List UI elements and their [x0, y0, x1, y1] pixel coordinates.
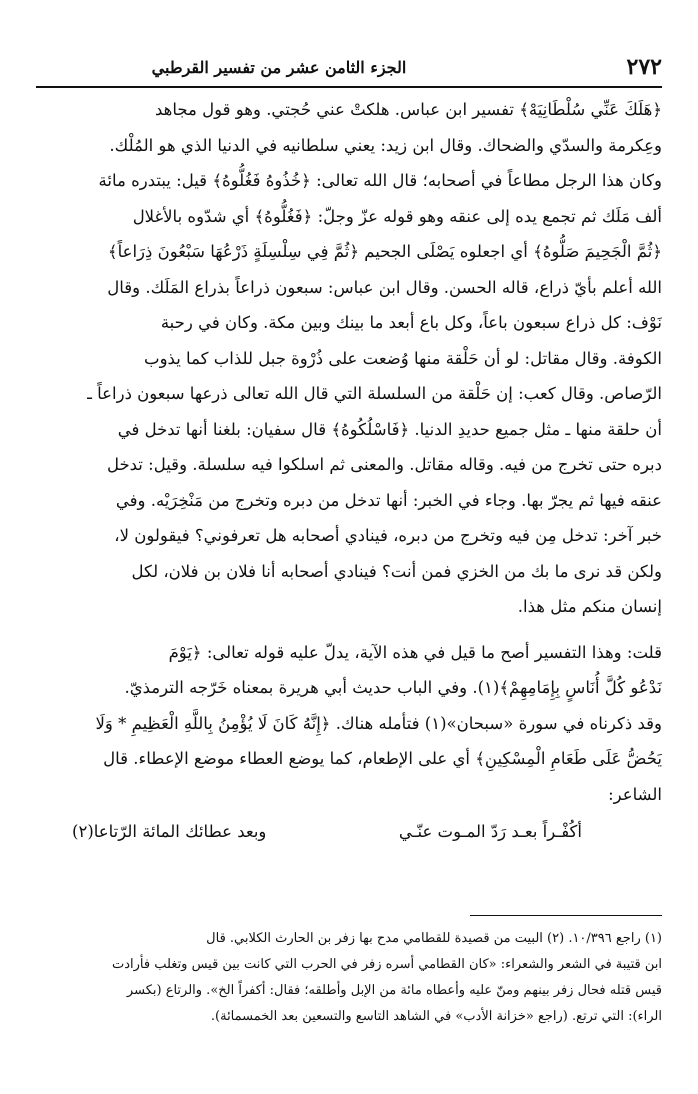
text-line: الشاعر:: [608, 784, 662, 804]
text-line: وعِكرمة والسدّي والضحاك. وقال ابن زيد: يعني سلطانيه في الدنيا الذي هو المُلْك.: [109, 135, 662, 155]
page-header: [36, 52, 662, 88]
text-line: وكان هذا الرجل مطاعاً في أصحابه؛ قال الله تعالى: ﴿خُذُوهُ فَغُلُّوهُ﴾ قيل: يبتدره مائة: [98, 171, 662, 190]
verse-first-hemistich: أكُفْـراً بعـد رَدّ المـوت عنّـي: [398, 822, 582, 841]
footnote-line: الراء): التي ترتع. (راجع «خزانة الأدب» في الشاهد التاسع والتسعين بعد الخمسمائة).: [210, 1009, 662, 1024]
text-line: نَدْعُو كُلَّ أُنَاسٍ بِإِمَامِهِمْ﴾(١). وفي الباب حديث أبي هريرة بمعناه خَرّجه الترمذيّ.: [124, 678, 662, 697]
footnote-line: قيس قتله فحال زفر بينهم ومنّ عليه وأعطاه مائة من الإبل وأطلقه؛ فقال: أكفراً الخ». والرتاع (بكسر: [126, 983, 662, 998]
footnote-line: ابن قتيبة في الشعر والشعراء: «كان القطامي أسره زفر في الحرب التي كانت بين قيس وتغلب فأرادت: [112, 957, 662, 972]
text-line: الكوفة. وقال مقاتل: لو أن حَلْقة منها وُضعت على ذُرْوة جبل للذاب كما يذوب: [144, 348, 662, 368]
text-line: عنقه فيها ثم يجرّ بها. وجاء في الخبر: أنها تدخل من دبره وتخرج من مَنْخِرَيْه. وفي: [115, 490, 662, 510]
main-text: [36, 92, 662, 852]
verse-second-hemistich: وبعد عطائك المائة الرّتاعا(٢): [72, 822, 267, 841]
poetry-verse: [36, 812, 662, 852]
text-line: قلت: وهذا التفسير أصح ما قيل في هذه الآية، يدلّ عليه قوله تعالى: ﴿يَوْمَ: [168, 642, 662, 662]
text-line: الرّصاص. وقال كعب: إن حَلْقة من السلسلة التي قال الله تعالى ذرعها سبعون ذراعاً ـ: [87, 384, 662, 403]
text-line: وقد ذكرناه في سورة «سبحان»(١) فتأمله هناك. ﴿إِنَّهُ كَانَ لَا يُؤْمِنُ بِاللَّهِ الْعَظِيمِ * وَلَا: [95, 713, 662, 733]
paragraph: [36, 635, 662, 813]
paragraph: [36, 92, 662, 625]
text-line: يَحُضُّ عَلَى طَعَامِ الْمِسْكِينِ﴾ أي على الإطعام، كما يوضع العطاء موضع الإعطاء. قال: [103, 749, 662, 768]
footnote-separator: [470, 915, 662, 916]
footnote-line: (١) راجع ١٠/٣٩٦. (٢) البيت من قصيدة للقطامي مدح بها زفر بن الحارث الكلابي. قال: [206, 931, 662, 946]
footnotes: [36, 926, 662, 1030]
page-number: ٢٧٢: [626, 54, 662, 80]
text-line: الله أعلم بأيّ ذراع، قاله الحسن. وقال ابن عباس: سبعون ذراعاً بذراع المَلَك. وقال: [107, 277, 662, 297]
text-line: نَوْف: كل ذراع سبعون باعاً، وكل باع أبعد ما بينك وبين مكة. وكان في رحبة: [160, 313, 662, 332]
text-line: ﴿ثُمَّ الْجَحِيمَ صَلُّوهُ﴾ أي اجعلوه يَصْلَى الجحيم ﴿ثُمَّ فِي سِلْسِلَةٍ ذَرْعُهَا سَبْعُونَ ذِرَاعاً﴾: [107, 242, 662, 261]
text-line: خبر آخر: تدخل مِن فيه وتخرج من دبره، فينادي أصحابه هل تعرفوني؟ فيقولون لا،: [114, 526, 662, 545]
text-line: أن حلقة منها ـ مثل جميع حديدِ الدنيا. ﴿فَاسْلُكُوهُ﴾ قال سفيان: بلغنا أنها تدخل في: [117, 419, 662, 439]
text-line: دبره حتى تخرج من فيه. وقاله مقاتل. والمعنى ثم اسلكوا فيه سلسلة. وقيل: تدخل: [106, 455, 662, 474]
text-line: إنسان منكم مثل هذا.: [517, 597, 662, 616]
text-line: ألف مَلَك ثم تجمع يده إلى عنقه وهو قوله عزّ وجلّ: ﴿فَغُلُّوهُ﴾ أي شدّوه بالأغلال: [132, 206, 662, 226]
text-line: ﴿هَلَكَ عَنِّي سُلْطَانِيَهْ﴾ تفسير ابن عباس. هلكتْ عني حُجتي. وهو قول مجاهد: [154, 100, 662, 119]
text-line: ولكن قد نرى ما بك من الخزي فمن أنت؟ فينادي أصحابه أنا فلان بن فلان، لكل: [131, 561, 662, 581]
running-title: الجزء الثامن عشر من تفسير القرطبي: [151, 58, 407, 77]
